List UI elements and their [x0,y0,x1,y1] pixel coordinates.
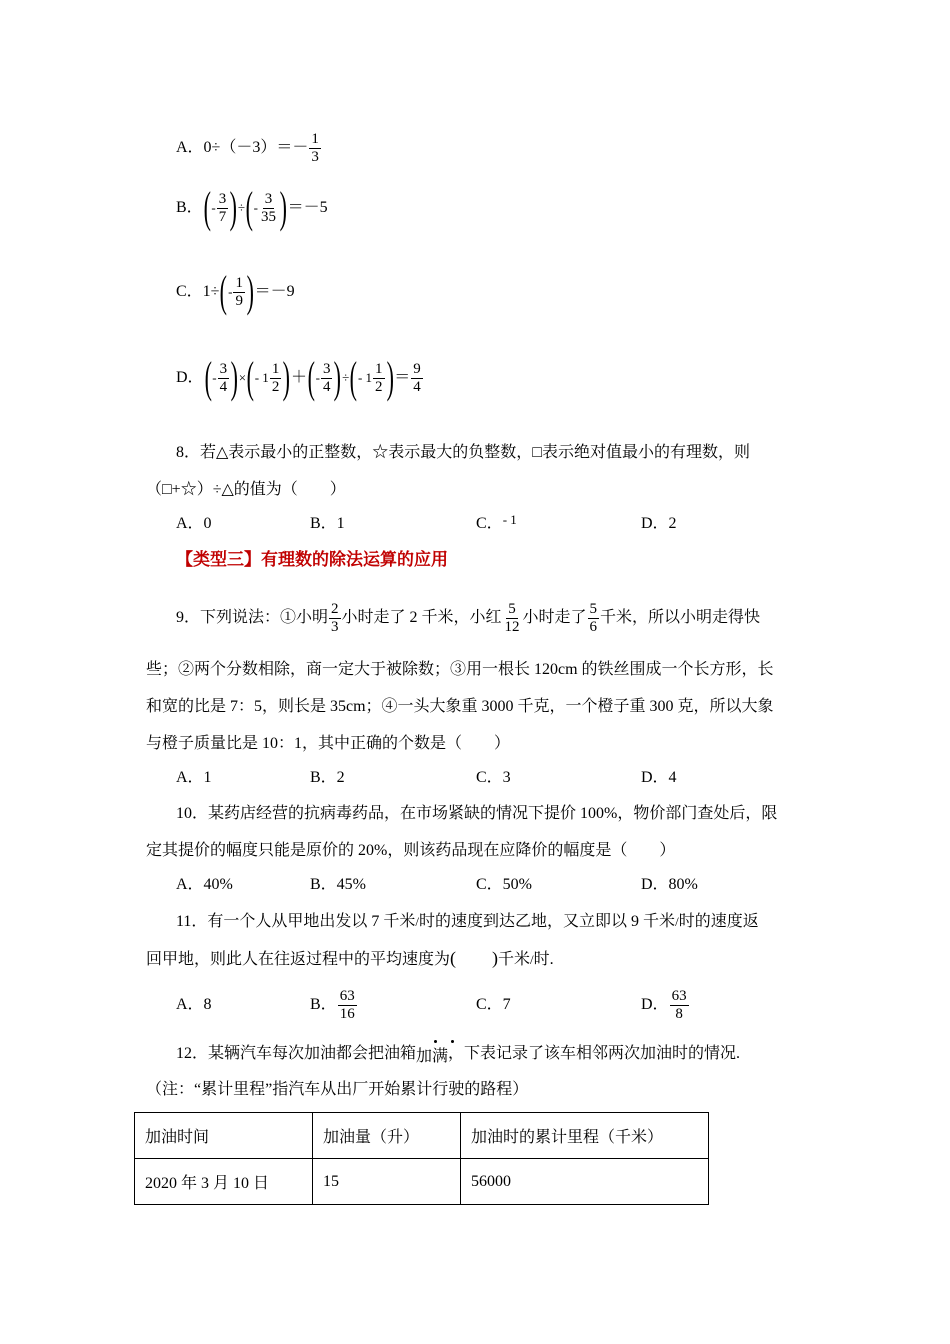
right-paren: ) [282,353,291,403]
q9-option-b: B．2 [310,769,345,786]
left-paren: ( [245,183,253,233]
table-cell: 56000 [461,1159,709,1205]
fuel-table [134,1112,709,1205]
minus-sign: - [211,200,216,215]
result: ＝－9 [254,283,295,300]
option-label: B． [176,199,203,216]
q9-line-1: 9．下列说法：①小明 $\frac{2}{3}$ 小时走了 2 千米，小红 $\frac{5}{12}$ 小时走了 $\frac{5}{6}$ 千米，所以小明走得快 [176,600,761,635]
minus-sign: - [253,200,258,215]
table-cell: 2020 年 3 月 10 日 [135,1159,313,1205]
fraction: $\frac{9}{4}$ [413,360,421,395]
q11-line-2: 回甲地，则此人在往返过程中的平均速度为( )千米/时. [146,948,554,968]
q10-option-c: C．50% [476,876,533,893]
emphasis-dot [434,1040,437,1043]
q7-option-b [176,183,328,233]
table-header-cell: 加油时的累计里程（千米） [461,1113,709,1159]
q8-option-a: A．0 [176,515,212,532]
left-paren: ( [246,353,255,403]
fraction: $\frac{3}{4}$ [219,360,228,395]
q8-option-d: D．2 [641,515,677,532]
equals-sign: ＝ [394,369,411,386]
fraction: $\frac{1}{3}$ [311,130,319,165]
left-paren: ( [204,353,212,403]
fraction: $\frac{1}{2}$ [375,360,383,395]
divide-sign: ÷ [342,370,350,385]
right-paren: ) [246,267,254,317]
table-cell: 15 [313,1159,461,1205]
minus-sign: - [212,370,217,385]
fraction: $\frac{5}{6}$ [589,600,598,635]
minus-sign: - [315,370,320,385]
fraction: $\frac{3}{35}$ [260,190,276,225]
q9-line-4: 与橙子质量比是 10：1，其中正确的个数是（ ） [146,735,511,752]
q10-option-b: B．45% [310,876,367,893]
q9-line-3: 和宽的比是 7：5，则长是 35cm；④一头大象重 3000 千克，一个橙子重 300 克，所以大象 [146,698,774,715]
q11-line-1: 11．有一个人从甲地出发以 7 千米/时的速度到达乙地，又立即以 9 千米/时的速度返 [176,913,759,930]
q7-option-a [176,128,322,168]
right-paren: ) [386,353,394,403]
table-header-cell: 加油时间 [135,1113,313,1159]
q7-option-d [176,353,424,403]
divide-sign: ÷ [237,200,245,215]
q11-option-a: A．8 [176,996,212,1013]
right-paren: ) [230,353,239,403]
emphasis-dot [451,1040,454,1043]
q7-option-c [176,267,295,317]
q8-line-1: 8．若△表示最小的正整数，☆表示最大的负整数，□表示绝对值最小的有理数，则 [176,444,750,461]
q10-line-1: 10．某药店经营的抗病毒药品，在市场紧缺的情况下提价 100%，物价部门查处后，限 [176,805,778,822]
left-paren: ( [349,353,358,403]
q9-option-d: D．4 [641,769,677,786]
fraction: $\frac{63}{8}$ [671,987,687,1022]
right-paren: ) [229,183,238,233]
fraction: $\frac{3}{4}$ [322,360,331,395]
q12-line-1: 12．某辆汽车每次加油都会把油箱加满，下表记录了该车相邻两次加油时的情况. [176,1045,741,1065]
left-paren: ( [307,353,315,403]
q8-line-2: （□+☆）÷△的值为（ ） [146,481,346,498]
minus-sign: - [228,284,233,299]
plus-sign: ＋ [290,369,307,386]
q11-option-c: C．7 [476,996,511,1013]
result: ＝－5 [287,199,328,216]
table-row [135,1159,709,1205]
q9-line-2: 些；②两个分数相除，商一定大于被除数；③用一根长 120cm 的铁丝围成一个长方形，长 [146,661,774,678]
mixed-whole: - 1 [357,370,373,385]
q8-option-c: C．$^{- 1}$ [476,512,517,532]
fraction: $\frac{1}{9}$ [235,274,243,309]
times-sign: × [238,370,247,385]
q10-option-d: D．80% [641,876,698,893]
emphasized-text: 加满 [416,1048,449,1065]
right-paren: ) [279,183,287,233]
q8-option-b: B．1 [310,515,345,532]
option-label: D． [176,369,204,386]
section-heading: 【类型三】有理数的除法运算的应用 [176,550,448,570]
left-paren: ( [203,183,211,233]
q11-option-d: D． $\frac{63}{8}$ [641,987,687,1022]
mixed-whole: - 1 [254,370,269,385]
table-header-row [135,1113,709,1159]
fraction: $\frac{5}{12}$ [504,600,520,635]
q11-option-b: B． $\frac{63}{16}$ [310,987,355,1022]
q9-option-a: A．1 [176,769,212,786]
table-header-cell: 加油量（升） [313,1113,461,1159]
q10-option-a: A．40% [176,876,233,893]
q7-a-text: A．0÷（－3）＝－ [176,139,309,156]
fraction: $\frac{63}{16}$ [339,987,355,1022]
q9-option-c: C．3 [476,769,511,786]
fraction: $\frac{1}{2}$ [271,360,280,395]
right-paren: ) [334,353,342,403]
fraction: $\frac{3}{7}$ [218,190,227,225]
left-paren: ( [220,267,228,317]
q12-note: （注：“累计里程”指汽车从出厂开始累计行驶的路程） [146,1081,529,1098]
q10-line-2: 定其提价的幅度只能是原价的 20%，则该药品现在应降价的幅度是（ ） [146,842,676,859]
option-label: C．1÷ [176,283,220,300]
fraction: $\frac{2}{3}$ [331,600,339,635]
